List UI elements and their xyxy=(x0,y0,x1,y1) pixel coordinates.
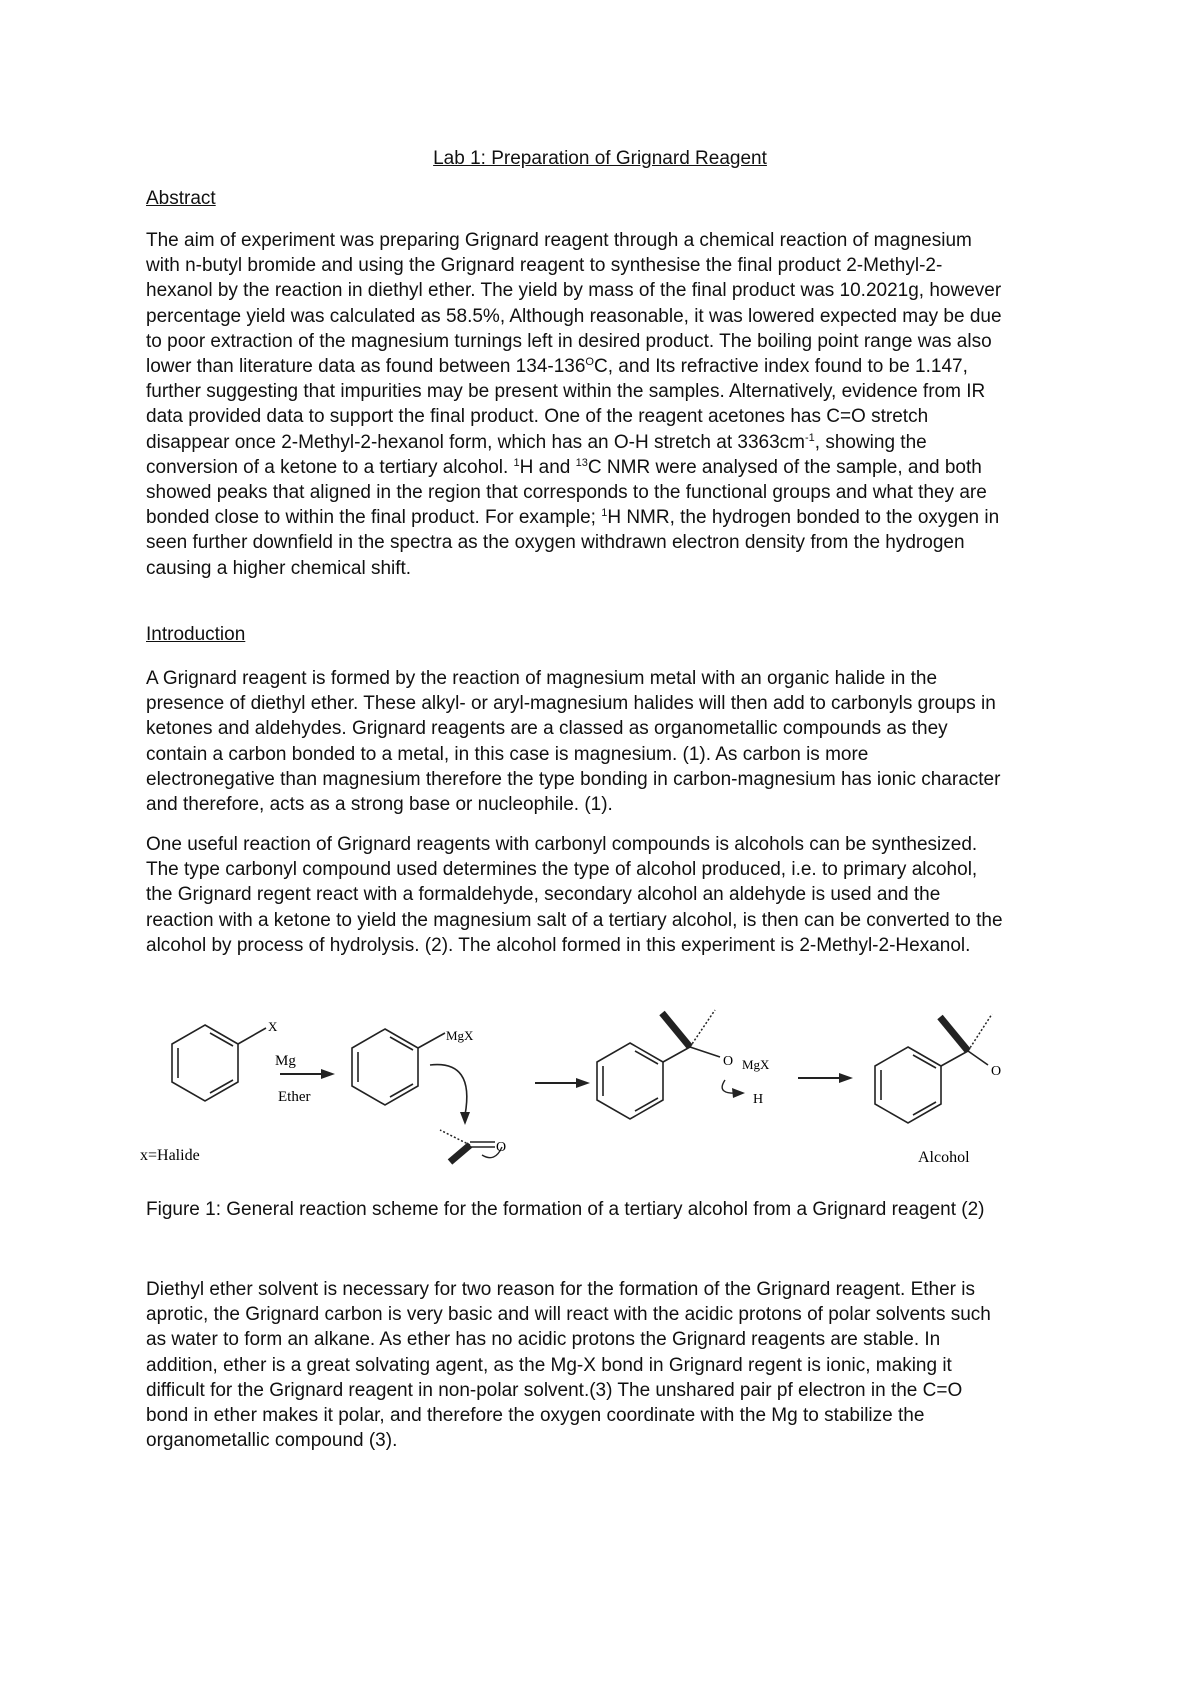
label-ether: Ether xyxy=(278,1089,311,1105)
abstract-text-1: The aim of experiment was preparing Grignard reagent through a chemical reaction of magnesium with n-butyl bromide and using the Grignard reagent to synthesise the final product 2-Methyl-2- hexanol by the reaction in diethyl ether. The yield by mass of the final product was 10.2021g, however percentage yield was calculated as 58.5%, Although reasonable, it was lowered expected may be due to poor extraction of the magnesium turnings left in desired product. The boiling point range was also lower than literature data as found between 134-136 xyxy=(146,230,1002,378)
reaction-arrow-1 xyxy=(275,1053,335,1105)
abstract-text-6: H NMR, the hydrogen bonded to the oxygen in seen further downfield in the spectra as the oxygen withdrawn electron density from the hydrogen causing a higher chemical shift. xyxy=(146,507,1000,579)
label-halide: x=Halide xyxy=(140,1147,200,1164)
abstract-text-3: , showing the conversion of a ketone to a tertiary alcohol. xyxy=(146,431,927,478)
wavenumber-superscript: -1 xyxy=(804,431,815,444)
abstract-paragraph xyxy=(146,228,1076,581)
ketone-molecule xyxy=(440,1130,502,1162)
figure-caption: Figure 1: General reaction scheme for the formation of a tertiary alcohol from a Grignard reagent (2) xyxy=(146,1199,985,1220)
h1-superscript-2: 1 xyxy=(601,507,608,520)
label-alcohol: Alcohol xyxy=(918,1149,970,1166)
abstract-text-2: C, and Its refractive index found to be 1.147, further suggesting that impurities may be present within the samples. Alternatively, evidence from IR data provided data to support the final product. One of the reagent acetones has C=O stretch disappear once 2-Methyl-2-hexanol form, which has an O-H stretch at 3363cm xyxy=(146,356,986,453)
abstract-text-4: H and xyxy=(519,456,576,478)
alcohol-oxygen: O xyxy=(991,1064,1002,1079)
introduction-heading: Introduction xyxy=(146,624,246,645)
reaction-arrow-2 xyxy=(535,1078,590,1088)
ketone-oxygen: O xyxy=(496,1140,507,1155)
intermediate-oxygen: O xyxy=(723,1054,734,1069)
intermediate-substituents xyxy=(662,1010,740,1093)
label-mg: Mg xyxy=(275,1053,296,1069)
c13-superscript: 13 xyxy=(575,456,588,469)
label-h: H xyxy=(753,1092,764,1107)
degree-superscript: O xyxy=(585,356,594,369)
label-mgx: MgX xyxy=(446,1028,474,1043)
label-x: X xyxy=(268,1019,278,1034)
ether-paragraph: Diethyl ether solvent is necessary for two reason for the formation of the Grignard reagent. Ether is aprotic, the Grignard carbon is very basic and will react with the acidic protons of polar solvents such as water to form an alkane. As ether has no acidic protons the Grignard reagents are stable. In addition, ether is a great solvating agent, as the Mg-X bond in Grignard regent is ionic, making it difficult for the Grignard reagent in non-polar solvent.(3) The unshared pair pf electron in the C=O bond in ether makes it polar, and therefore the oxygen coordinate with the Mg to stabilize the organometallic compound (3). xyxy=(146,1279,991,1452)
introduction-paragraph-2: One useful reaction of Grignard reagents with carbonyl compounds is alcohols can be synthesized. The type carbonyl compound used determines the type of alcohol produced, i.e. to primary alcohol, the Grignard regent react with a formaldehyde, secondary alcohol an aldehyde is used and the reaction with a ketone to yield the magnesium salt of a tertiary alcohol, is then can be converted to the alcohol by process of hydrolysis. (2). The alcohol formed in this experiment is 2-Methyl-2-Hexanol. xyxy=(146,834,1003,956)
benzene-ring-3 xyxy=(597,1043,690,1119)
label-mgx-2: MgX xyxy=(742,1057,770,1072)
abstract-heading: Abstract xyxy=(146,188,216,209)
curved-arrow-head-1 xyxy=(460,1112,470,1125)
h1-superscript: 1 xyxy=(513,456,520,469)
introduction-paragraph-1: A Grignard reagent is formed by the reaction of magnesium metal with an organic halide in the presence of diethyl ether. These alkyl- or aryl-magnesium halides will then add to carbonyls groups in ketones and aldehydes. Grignard reagents are a classed as organometallic compounds as they contain a carbon bonded to a metal, in this case is magnesium. (1). As carbon is more electronegative than magnesium therefore the type bonding in carbon-magnesium has ionic character and therefore, acts as a strong base or nucleophile. (1). xyxy=(146,668,1001,816)
benzene-ring-4 xyxy=(875,1014,992,1123)
benzene-ring-1 xyxy=(172,1025,266,1101)
curved-arrow-head-2 xyxy=(732,1088,745,1098)
abstract-text-5: C NMR were analysed of the sample, and both showed peaks that aligned in the region that corresponds to the functional groups and what they are bonded close to within the final product. For example; xyxy=(146,456,987,529)
reaction-arrow-3 xyxy=(798,1073,853,1083)
page-title: Lab 1: Preparation of Grignard Reagent xyxy=(433,148,767,169)
reaction-scheme-figure xyxy=(140,985,1080,1175)
